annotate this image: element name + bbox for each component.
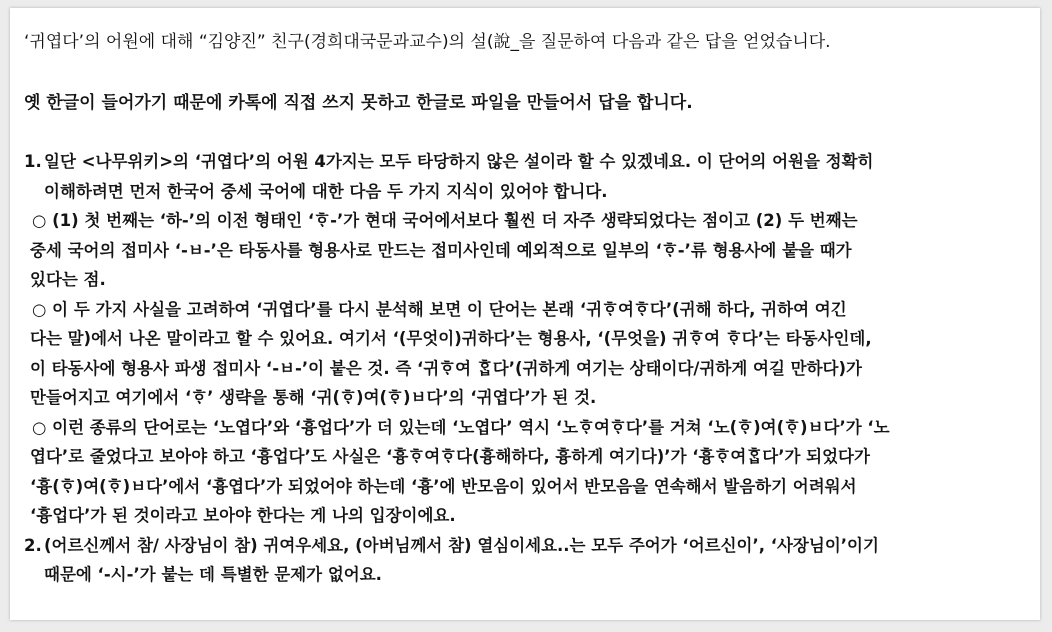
list-item-1-line-2: 이해하려면 먼저 한국어 중세 국어에 대한 다음 두 가지 지식이 있어야 합니다.: [44, 181, 608, 201]
intro-paragraph: ‘귀엽다’의 어원에 대해 “김양진” 친구(경희대국문과교수)의 설(說_을 질문하여 다음과 같은 답을 얻었습니다.: [24, 32, 831, 52]
sub-paragraph-1-line-2: 중세 국어의 접미사 ‘-ㅂ-’은 타동사를 형용사로 만드는 접미사인데 예외적으로 일부의 ‘ᄒᆞ-’류 형용사에 붙을 때가: [30, 240, 852, 260]
document-page: [10, 8, 1040, 620]
sub-paragraph-2-line-2: 다는 말)에서 나온 말이라고 할 수 있어요. 여기서 ‘(무엇이)귀하다’는 형용사, ‘(무엇을) 귀ᄒᆞ여 ᄒᆞ다’는 타동사인데,: [30, 329, 872, 348]
sub-paragraph-3-line-3: ‘흉(ᄒᆞ)여(ᄒᆞ)ㅂ다’에서 ‘흉엽다’가 되었어야 하는데 ‘흉’에 반모음이 있어서 반모음을 연속해서 발음하기 어려워서: [30, 476, 857, 496]
list-item-2-line-2: 때문에 ‘-시-’가 붙는 데 특별한 문제가 없어요.: [44, 565, 382, 584]
sub-paragraph-1-line-1: ○ (1) 첫 번째는 ‘하-’의 이전 형태인 ‘ᄒᆞ-’가 현대 국어에서보다 훨씬 더 자주 생략되었다는 점이고 (2) 두 번째는: [32, 211, 858, 230]
sub-paragraph-3-line-4: ‘흉업다’가 된 것이라고 보아야 한다는 게 나의 입장이에요.: [30, 506, 456, 525]
sub-paragraph-3-line-2: 엽다’로 줄었다고 보아야 하고 ‘흉업다’도 사실은 ‘흉ᄒᆞ여ᄒᆞ다(흉해하다, 흉하게 여기다)’가 ‘흉ᄒᆞ여ᄒᆞᆸ다’가 되었다가: [30, 447, 870, 466]
sub-paragraph-2-line-4: 만들어지고 여기에서 ‘ᄒᆞ’ 생략을 통해 ‘귀(ᄒᆞ)여(ᄒᆞ)ㅂ다’의 ‘귀엽다’가 된 것.: [30, 388, 597, 407]
sub-paragraph-2-line-3: 이 타동사에 형용사 파생 접미사 ‘-ㅂ-’이 붙은 것. 즉 ‘귀ᄒᆞ여 ᄒᆞᆸ다’(귀하게 여기는 상태이다/귀하게 여길 만하다)가: [30, 358, 862, 378]
numbered-list: [24, 147, 1016, 590]
bold-note: 옛 한글이 들어가기 때문에 카톡에 직접 쓰지 못하고 한글로 파일을 만들어서 답을 합니다.: [24, 93, 693, 113]
sub-paragraph-2-line-1: ○ 이 두 가지 사실을 고려하여 ‘귀엽다’를 다시 분석해 보면 이 단어는 본래 ‘귀ᄒᆞ여ᄒᆞ다’(귀해 하다, 귀하여 여긴: [32, 299, 847, 319]
sub-paragraph-1-line-3: 있다는 점.: [30, 270, 106, 289]
list-item-1-line-1: 1. 일단 <나무위키>의 ‘귀엽다’의 어원 4가지는 모두 타당하지 않은 설이라 할 수 있겠네요. 이 단어의 어원을 정확히: [24, 147, 1016, 177]
sub-paragraph-3-line-1: ○ 이런 종류의 단어로는 ‘노엽다’와 ‘흉업다’가 더 있는데 ‘노엽다’ 역시 ‘노ᄒᆞ여ᄒᆞ다’를 거쳐 ‘노(ᄒᆞ)여(ᄒᆞ)ㅂ다’가 ‘노: [32, 417, 890, 437]
list-item-2-line-1: 2. (어르신께서 참/ 사장님이 참) 귀여우세요, (아버님께서 참) 열심이세요..는 모두 주어가 ‘어르신이’, ‘사장님이’이기: [24, 531, 1016, 561]
list-number: 2.: [24, 535, 42, 555]
list-number: 1.: [24, 152, 42, 171]
